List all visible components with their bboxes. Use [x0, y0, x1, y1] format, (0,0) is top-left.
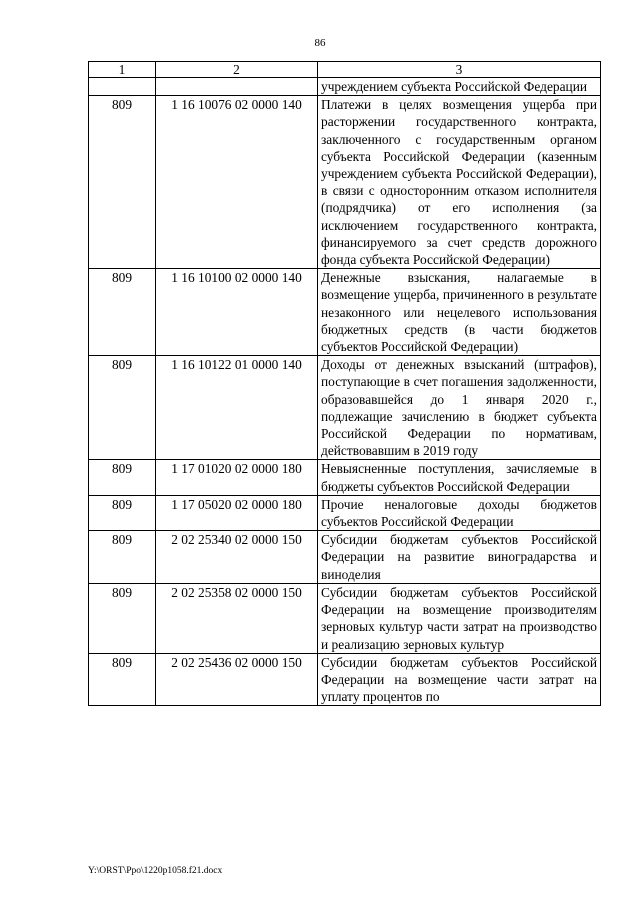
revenue-codes-table — [88, 61, 601, 706]
admin-code-cell: 809 — [89, 495, 156, 530]
table-row — [89, 356, 601, 460]
description-cell: Прочие неналоговые доходы бюджетов субъектов Российской Федерации — [318, 495, 601, 530]
table-row — [89, 531, 601, 584]
admin-code-cell: 809 — [89, 96, 156, 269]
budget-code-cell: 2 02 25358 02 0000 150 — [156, 583, 318, 653]
admin-code-cell: 809 — [89, 531, 156, 584]
admin-code-cell: 809 — [89, 460, 156, 495]
description-cell: Денежные взыскания, налагаемые в возмещение ущерба, причиненного в результате незаконного или нецелевого использования бюджетных средств (в части бюджетов субъектов Российской Федерации) — [318, 269, 601, 356]
table-row — [89, 460, 601, 495]
budget-code-cell: 2 02 25340 02 0000 150 — [156, 531, 318, 584]
table-row — [89, 653, 601, 706]
description-cell: Невыясненные поступления, зачисляемые в бюджеты субъектов Российской Федерации — [318, 460, 601, 495]
admin-code-cell — [89, 78, 156, 96]
admin-code-cell: 809 — [89, 269, 156, 356]
admin-code-cell: 809 — [89, 583, 156, 653]
column-header-3: 3 — [318, 62, 601, 78]
footer-file-path: Y:\ORST\Ppo\1220p1058.f21.docx — [88, 866, 223, 876]
budget-code-cell: 2 02 25436 02 0000 150 — [156, 653, 318, 706]
description-cell: Субсидии бюджетам субъектов Российской Федерации на возмещение части затрат на уплату процентов по — [318, 653, 601, 706]
table-row — [89, 269, 601, 356]
table-row — [89, 78, 601, 96]
budget-code-cell: 1 16 10076 02 0000 140 — [156, 96, 318, 269]
description-cell: учреждением субъекта Российской Федерации — [318, 78, 601, 96]
table-row — [89, 495, 601, 530]
page-number: 86 — [314, 37, 326, 49]
budget-code-cell: 1 17 05020 02 0000 180 — [156, 495, 318, 530]
description-cell: Доходы от денежных взысканий (штрафов), поступающие в счет погашения задолженности, образовавшейся до 1 января 2020 г., подлежащие зачислению в бюджет субъекта Российской Федерации по нормативам, действовавшим в 2019 году — [318, 356, 601, 460]
column-header-2: 2 — [156, 62, 318, 78]
table-row — [89, 96, 601, 269]
admin-code-cell: 809 — [89, 653, 156, 706]
table-header-row — [89, 62, 601, 78]
budget-code-cell — [156, 78, 318, 96]
admin-code-cell: 809 — [89, 356, 156, 460]
description-cell: Субсидии бюджетам субъектов Российской Федерации на развитие виноградарства и виноделия — [318, 531, 601, 584]
table-row — [89, 583, 601, 653]
description-cell: Платежи в целях возмещения ущерба при расторжении государственного контракта, заключенного с государственным органом субъекта Российской Федерации (казенным учреждением субъекта Российской Федерации), в связи с односторонним отказом исполнителя (подрядчика) от его исполнения (за исключением государственного контракта, финансируемого за счет средств дорожного фонда субъекта Российской Федерации) — [318, 96, 601, 269]
budget-code-cell: 1 17 01020 02 0000 180 — [156, 460, 318, 495]
description-cell: Субсидии бюджетам субъектов Российской Федерации на возмещение производителям зерновых культур части затрат на производство и реализацию зерновых культур — [318, 583, 601, 653]
budget-code-cell: 1 16 10122 01 0000 140 — [156, 356, 318, 460]
budget-code-cell: 1 16 10100 02 0000 140 — [156, 269, 318, 356]
column-header-1: 1 — [89, 62, 156, 78]
